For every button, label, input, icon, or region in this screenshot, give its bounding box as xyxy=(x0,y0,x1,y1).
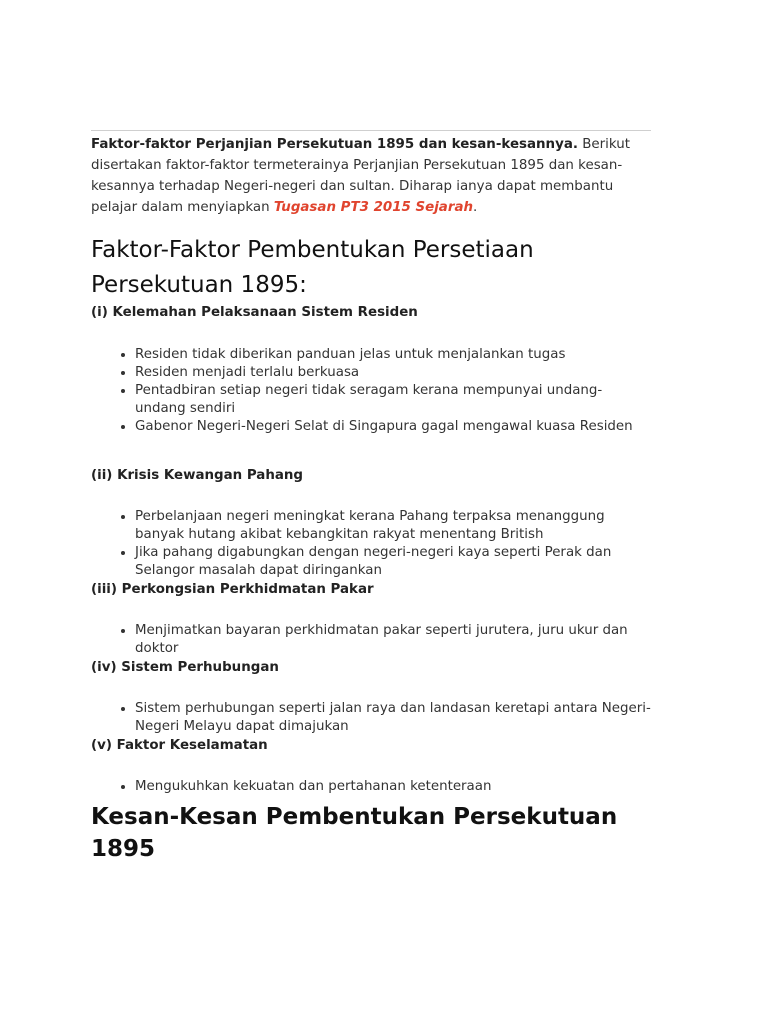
section-i xyxy=(91,303,651,436)
list-item: • Menjimatkan bayaran perkhidmatan pakar seperti jurutera, juru ukur dan doktor xyxy=(135,622,651,658)
bullet-list xyxy=(91,508,651,580)
list-item: • Residen tidak diberikan panduan jelas untuk menjalankan tugas xyxy=(135,346,651,364)
divider xyxy=(91,130,651,131)
effects-heading: Kesan-Kesan Pembentukan Persekutuan 1895 xyxy=(91,804,618,862)
list-item: • Jika pahang digabungkan dengan negeri-negeri kaya seperti Perak dan Selangor masalah dapat diringankan xyxy=(135,544,651,580)
section-v xyxy=(91,736,651,796)
article-body xyxy=(91,130,651,865)
section-title: (v) Faktor Keselamatan xyxy=(91,738,268,753)
section-title: (ii) Krisis Kewangan Pahang xyxy=(91,468,304,483)
intro-bold-text: Faktor-faktor Perjanjian Persekutuan 1895 dan kesan-kesannya. xyxy=(91,137,578,152)
list-item: • Mengukuhkan kekuatan dan pertahanan ketenteraan xyxy=(135,778,651,796)
section-iii xyxy=(91,580,651,658)
section-title: (i) Kelemahan Pelaksanaan Sistem Residen xyxy=(91,305,418,320)
section-ii xyxy=(91,466,651,580)
bullet-list xyxy=(91,622,651,658)
bullet-list xyxy=(91,778,651,796)
tugasan-link[interactable]: Tugasan PT3 2015 Sejarah xyxy=(273,200,474,215)
bullet-list xyxy=(91,346,651,436)
section-title: (iv) Sistem Perhubungan xyxy=(91,660,279,675)
intro-end: . xyxy=(473,200,478,215)
intro-paragraph xyxy=(91,134,651,218)
intro-text: Berikut disertakan faktor-faktor termeterainya Perjanjian Persekutuan 1895 dan kesan-kesannya terhadap Negeri-negeri dan sultan. Diharap ianya dapat membantu pelajar dalam menyiapkan xyxy=(91,137,630,215)
list-item: • Perbelanjaan negeri meningkat kerana Pahang terpaksa menanggung banyak hutang akibat kebangkitan rakyat menentang British xyxy=(135,508,651,544)
list-item: • Sistem perhubungan seperti jalan raya dan landasan keretapi antara Negeri-Negeri Melayu dapat dimajukan xyxy=(135,700,651,736)
factors-heading: Faktor-Faktor Pembentukan Persetiaan Persekutuan 1895: xyxy=(91,237,534,298)
list-item: • Pentadbiran setiap negeri tidak seragam kerana mempunyai undang-undang sendiri xyxy=(135,382,651,418)
list-item: • Gabenor Negeri-Negeri Selat di Singapura gagal mengawal kuasa Residen xyxy=(135,418,651,436)
section-title: (iii) Perkongsian Perkhidmatan Pakar xyxy=(91,582,374,597)
bullet-list xyxy=(91,700,651,736)
list-item: • Residen menjadi terlalu berkuasa xyxy=(135,364,651,382)
section-iv xyxy=(91,658,651,736)
